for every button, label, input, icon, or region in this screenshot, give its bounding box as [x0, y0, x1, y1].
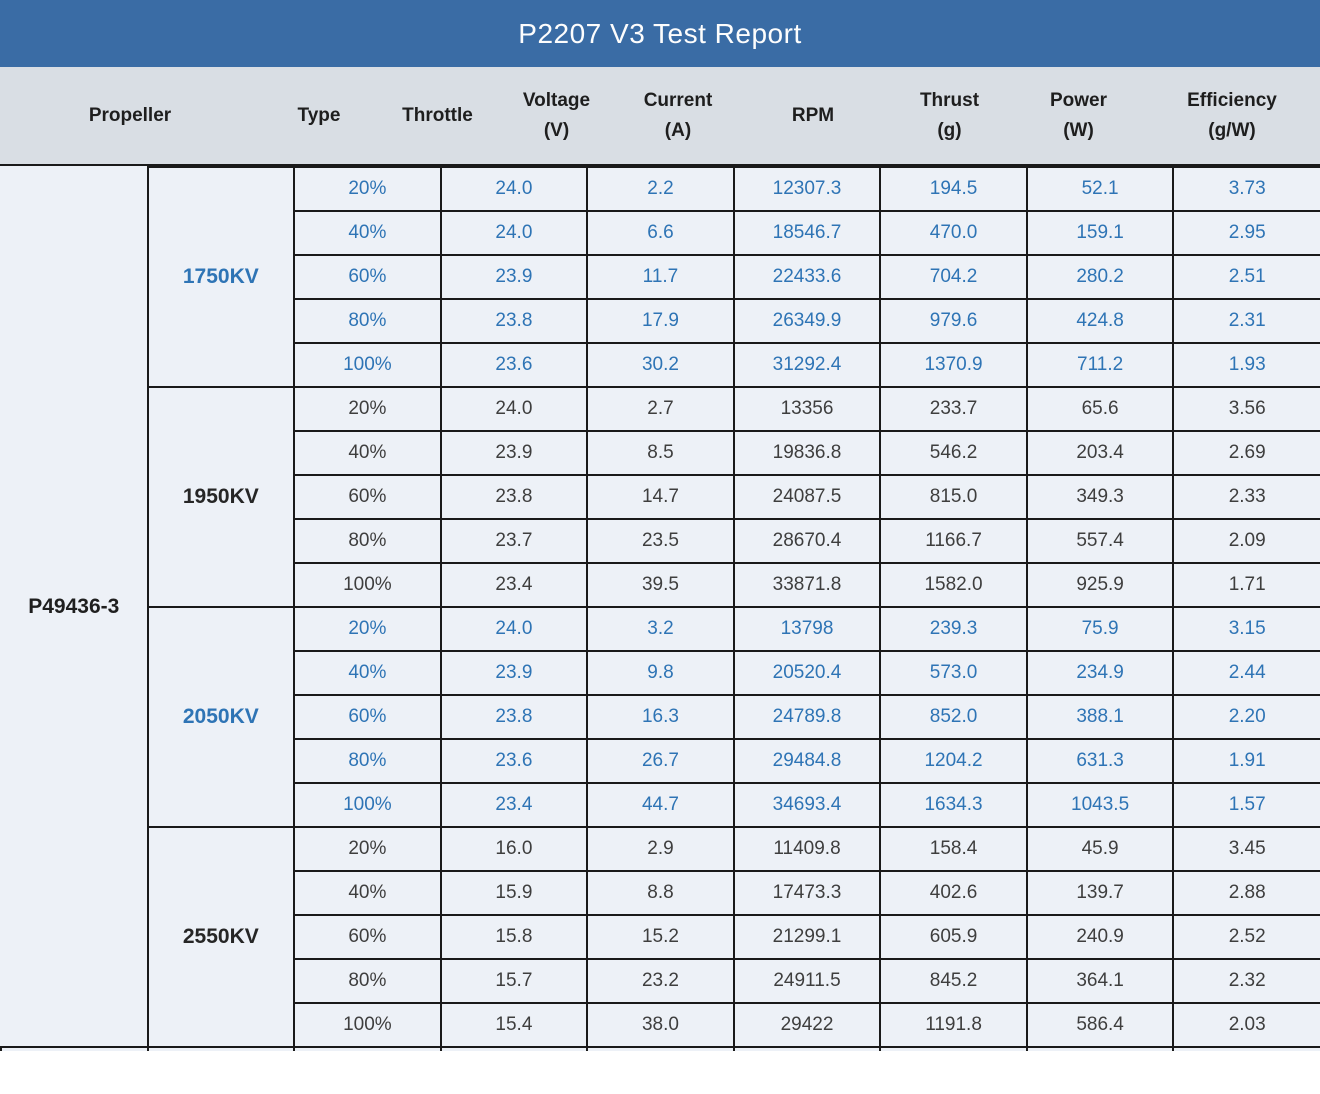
power-cell: 424.8: [1027, 299, 1174, 343]
table-row: [1, 607, 1320, 651]
voltage-cell: 24.0: [441, 167, 588, 211]
column-header-label: (A): [664, 119, 692, 141]
column-header-label: Type: [297, 104, 341, 126]
efficiency-cell: 3.56: [1173, 387, 1320, 431]
thrust-cell: 1370.9: [880, 343, 1027, 387]
power-cell: 711.2: [1027, 343, 1174, 387]
rpm-cell: 24087.5: [734, 475, 881, 519]
thrust-cell: 605.9: [880, 915, 1027, 959]
thrust-cell: 573.0: [880, 651, 1027, 695]
column-header-throttle: [378, 67, 497, 164]
rpm-cell: 17473.3: [734, 871, 881, 915]
rpm-cell: 22433.6: [734, 255, 881, 299]
voltage-cell: 24.0: [441, 387, 588, 431]
report-title-bar: [0, 0, 1320, 67]
column-header-label: Current: [643, 90, 713, 112]
throttle-cell: 60%: [294, 695, 441, 739]
thrust-cell: 158.4: [880, 827, 1027, 871]
column-header-current: [616, 67, 740, 164]
voltage-cell: 23.4: [441, 563, 588, 607]
efficiency-cell: 2.52: [1173, 915, 1320, 959]
voltage-cell: 23.6: [441, 343, 588, 387]
power-cell: 1043.5: [1027, 783, 1174, 827]
current-cell: 2.7: [587, 387, 734, 431]
rpm-cell: 12307.3: [734, 167, 881, 211]
column-header-label: (g/W): [1208, 119, 1256, 141]
efficiency-cell: 2.95: [1173, 211, 1320, 255]
efficiency-cell: 3.45: [1173, 827, 1320, 871]
cut-off-row: [1, 1047, 1320, 1051]
column-header-thrust: [886, 67, 1013, 164]
rpm-cell: 33871.8: [734, 563, 881, 607]
throttle-cell: 40%: [294, 211, 441, 255]
throttle-cell: 80%: [294, 299, 441, 343]
voltage-cell: 23.7: [441, 519, 588, 563]
thrust-cell: 194.5: [880, 167, 1027, 211]
throttle-cell: 80%: [294, 739, 441, 783]
voltage-cell: 15.4: [441, 1003, 588, 1047]
throttle-cell: 100%: [294, 1003, 441, 1047]
thrust-cell: 239.3: [880, 607, 1027, 651]
table-row: [1, 167, 1320, 211]
cut-off-cell: [294, 1047, 441, 1051]
efficiency-cell: 2.88: [1173, 871, 1320, 915]
propeller-cell: P49436-3: [1, 167, 148, 1047]
type-cell: 2050KV: [148, 607, 295, 827]
current-cell: 6.6: [587, 211, 734, 255]
column-header-rpm: [740, 67, 886, 164]
power-cell: 203.4: [1027, 431, 1174, 475]
efficiency-cell: 1.71: [1173, 563, 1320, 607]
column-header-label: Voltage: [522, 90, 591, 112]
column-header-label: Efficiency: [1187, 90, 1277, 112]
thrust-cell: 845.2: [880, 959, 1027, 1003]
thrust-cell: 815.0: [880, 475, 1027, 519]
throttle-cell: 100%: [294, 343, 441, 387]
rpm-cell: 13356: [734, 387, 881, 431]
column-header-label: Throttle: [402, 104, 473, 126]
throttle-cell: 80%: [294, 519, 441, 563]
power-cell: 364.1: [1027, 959, 1174, 1003]
cut-off-cell: [148, 1047, 295, 1051]
column-header-type: [260, 67, 378, 164]
voltage-cell: 23.6: [441, 739, 588, 783]
efficiency-cell: 2.20: [1173, 695, 1320, 739]
power-cell: 139.7: [1027, 871, 1174, 915]
current-cell: 17.9: [587, 299, 734, 343]
column-header-voltage: [497, 67, 616, 164]
rpm-cell: 24789.8: [734, 695, 881, 739]
thrust-cell: 852.0: [880, 695, 1027, 739]
efficiency-cell: 1.91: [1173, 739, 1320, 783]
cut-off-cell: [1, 1047, 148, 1051]
throttle-cell: 40%: [294, 651, 441, 695]
test-data-table: [0, 166, 1320, 1051]
type-cell: 1750KV: [148, 167, 295, 387]
thrust-cell: 704.2: [880, 255, 1027, 299]
type-cell: 1950KV: [148, 387, 295, 607]
rpm-cell: 13798: [734, 607, 881, 651]
voltage-cell: 15.9: [441, 871, 588, 915]
current-cell: 2.9: [587, 827, 734, 871]
voltage-cell: 23.8: [441, 299, 588, 343]
column-header-label: Propeller: [88, 104, 172, 126]
voltage-cell: 23.9: [441, 255, 588, 299]
rpm-cell: 28670.4: [734, 519, 881, 563]
throttle-cell: 60%: [294, 915, 441, 959]
throttle-cell: 100%: [294, 783, 441, 827]
current-cell: 38.0: [587, 1003, 734, 1047]
power-cell: 65.6: [1027, 387, 1174, 431]
column-header-power: [1013, 67, 1144, 164]
voltage-cell: 15.8: [441, 915, 588, 959]
voltage-cell: 16.0: [441, 827, 588, 871]
thrust-cell: 1191.8: [880, 1003, 1027, 1047]
power-cell: 349.3: [1027, 475, 1174, 519]
rpm-cell: 20520.4: [734, 651, 881, 695]
efficiency-cell: 3.15: [1173, 607, 1320, 651]
table-header-row: [0, 67, 1320, 166]
efficiency-cell: 2.51: [1173, 255, 1320, 299]
voltage-cell: 24.0: [441, 607, 588, 651]
thrust-cell: 1582.0: [880, 563, 1027, 607]
rpm-cell: 34693.4: [734, 783, 881, 827]
rpm-cell: 24911.5: [734, 959, 881, 1003]
power-cell: 631.3: [1027, 739, 1174, 783]
efficiency-cell: 1.93: [1173, 343, 1320, 387]
column-header-label: RPM: [791, 104, 835, 126]
efficiency-cell: 2.31: [1173, 299, 1320, 343]
current-cell: 9.8: [587, 651, 734, 695]
thrust-cell: 470.0: [880, 211, 1027, 255]
current-cell: 30.2: [587, 343, 734, 387]
thrust-cell: 979.6: [880, 299, 1027, 343]
cut-off-cell: [441, 1047, 588, 1051]
throttle-cell: 20%: [294, 607, 441, 651]
power-cell: 52.1: [1027, 167, 1174, 211]
voltage-cell: 23.8: [441, 695, 588, 739]
current-cell: 16.3: [587, 695, 734, 739]
voltage-cell: 23.9: [441, 431, 588, 475]
current-cell: 23.2: [587, 959, 734, 1003]
power-cell: 45.9: [1027, 827, 1174, 871]
cut-off-cell: [880, 1047, 1027, 1051]
power-cell: 925.9: [1027, 563, 1174, 607]
cut-off-cell: [734, 1047, 881, 1051]
column-header-label: (V): [543, 119, 570, 141]
power-cell: 388.1: [1027, 695, 1174, 739]
current-cell: 8.5: [587, 431, 734, 475]
voltage-cell: 15.7: [441, 959, 588, 1003]
power-cell: 280.2: [1027, 255, 1174, 299]
current-cell: 26.7: [587, 739, 734, 783]
column-header-label: (g): [937, 119, 962, 141]
current-cell: 2.2: [587, 167, 734, 211]
current-cell: 3.2: [587, 607, 734, 651]
power-cell: 557.4: [1027, 519, 1174, 563]
current-cell: 39.5: [587, 563, 734, 607]
voltage-cell: 24.0: [441, 211, 588, 255]
efficiency-cell: 2.09: [1173, 519, 1320, 563]
efficiency-cell: 2.03: [1173, 1003, 1320, 1047]
column-header-label: (W): [1063, 119, 1094, 141]
throttle-cell: 20%: [294, 387, 441, 431]
report-title: P2207 V3 Test Report: [518, 17, 802, 49]
power-cell: 159.1: [1027, 211, 1174, 255]
efficiency-cell: 3.73: [1173, 167, 1320, 211]
voltage-cell: 23.8: [441, 475, 588, 519]
throttle-cell: 80%: [294, 959, 441, 1003]
voltage-cell: 23.4: [441, 783, 588, 827]
table-row: [1, 827, 1320, 871]
throttle-cell: 20%: [294, 827, 441, 871]
voltage-cell: 23.9: [441, 651, 588, 695]
cut-off-cell: [587, 1047, 734, 1051]
rpm-cell: 18546.7: [734, 211, 881, 255]
column-header-label: Power: [1049, 90, 1108, 112]
current-cell: 14.7: [587, 475, 734, 519]
rpm-cell: 31292.4: [734, 343, 881, 387]
throttle-cell: 60%: [294, 475, 441, 519]
efficiency-cell: 2.44: [1173, 651, 1320, 695]
power-cell: 240.9: [1027, 915, 1174, 959]
cut-off-cell: [1173, 1047, 1320, 1051]
efficiency-cell: 2.32: [1173, 959, 1320, 1003]
table-row: [1, 387, 1320, 431]
thrust-cell: 402.6: [880, 871, 1027, 915]
rpm-cell: 26349.9: [734, 299, 881, 343]
thrust-cell: 546.2: [880, 431, 1027, 475]
rpm-cell: 29484.8: [734, 739, 881, 783]
thrust-cell: 1166.7: [880, 519, 1027, 563]
thrust-cell: 1634.3: [880, 783, 1027, 827]
power-cell: 234.9: [1027, 651, 1174, 695]
throttle-cell: 20%: [294, 167, 441, 211]
thrust-cell: 233.7: [880, 387, 1027, 431]
current-cell: 15.2: [587, 915, 734, 959]
efficiency-cell: 2.33: [1173, 475, 1320, 519]
throttle-cell: 40%: [294, 871, 441, 915]
column-header-label: Thrust: [919, 90, 980, 112]
efficiency-cell: 2.69: [1173, 431, 1320, 475]
power-cell: 75.9: [1027, 607, 1174, 651]
current-cell: 44.7: [587, 783, 734, 827]
rpm-cell: 11409.8: [734, 827, 881, 871]
rpm-cell: 29422: [734, 1003, 881, 1047]
thrust-cell: 1204.2: [880, 739, 1027, 783]
efficiency-cell: 1.57: [1173, 783, 1320, 827]
type-cell: 2550KV: [148, 827, 295, 1047]
rpm-cell: 19836.8: [734, 431, 881, 475]
throttle-cell: 100%: [294, 563, 441, 607]
column-header-efficiency: [1144, 67, 1320, 164]
current-cell: 23.5: [587, 519, 734, 563]
current-cell: 8.8: [587, 871, 734, 915]
throttle-cell: 60%: [294, 255, 441, 299]
throttle-cell: 40%: [294, 431, 441, 475]
power-cell: 586.4: [1027, 1003, 1174, 1047]
rpm-cell: 21299.1: [734, 915, 881, 959]
column-header-propeller: [0, 67, 260, 164]
current-cell: 11.7: [587, 255, 734, 299]
cut-off-cell: [1027, 1047, 1174, 1051]
